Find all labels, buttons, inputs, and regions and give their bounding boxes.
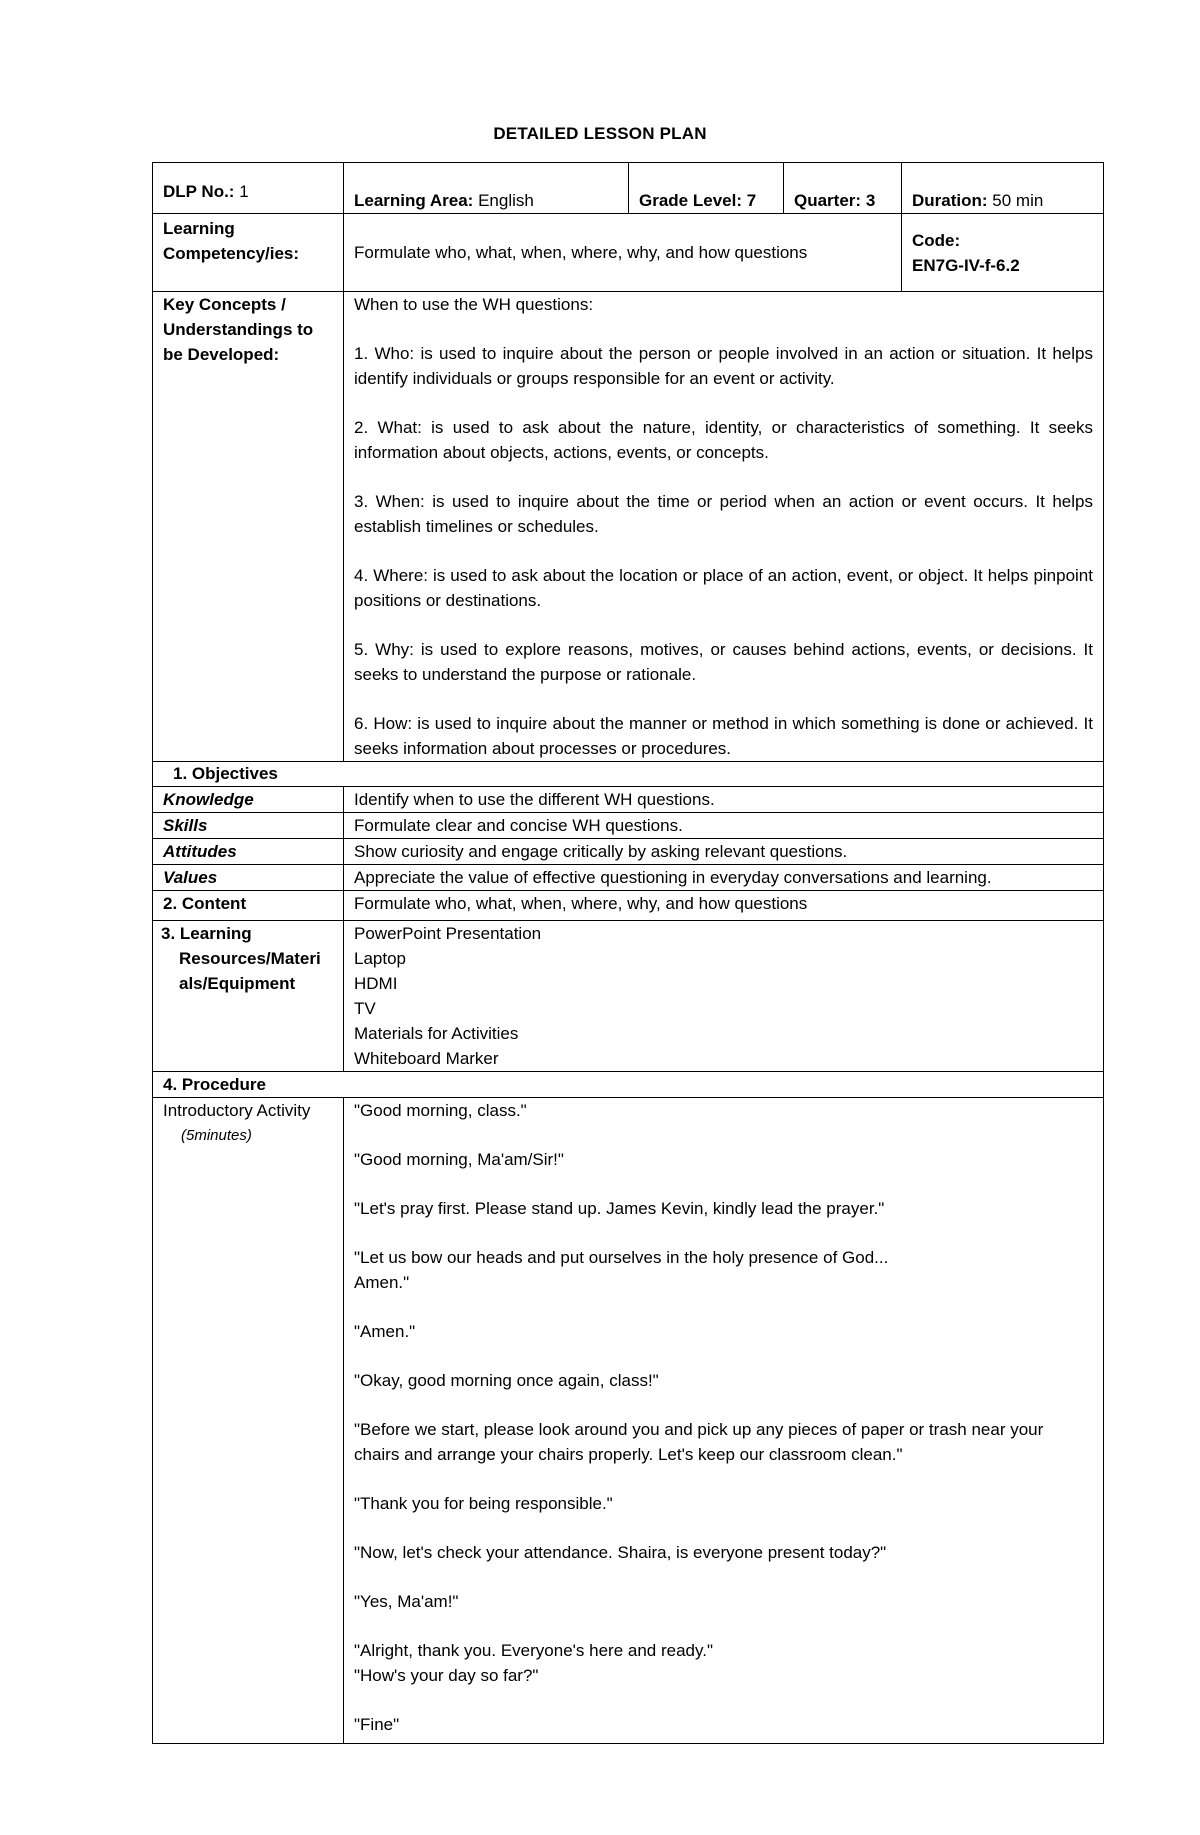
dlp-value: 1 — [239, 181, 249, 201]
competency-label-cell — [153, 214, 344, 292]
dialogue-line: "How's your day so far?" — [354, 1666, 539, 1685]
content-text: Formulate who, what, when, where, why, and how questions — [344, 891, 1104, 921]
dialogue-line: "Let's pray first. Please stand up. James Kevin, kindly lead the prayer." — [354, 1199, 885, 1218]
key-concepts-label-3: be Developed: — [163, 345, 280, 364]
quarter-value: 3 — [865, 191, 876, 210]
resource-item: HDMI — [354, 974, 398, 993]
key-concepts-intro: When to use the WH questions: — [354, 295, 594, 314]
dialogue-line: "Fine" — [354, 1715, 400, 1734]
key-concepts-label-cell — [153, 292, 344, 762]
attitudes-text: Show curiosity and engage critically by asking relevant questions. — [344, 839, 1104, 865]
resource-item: TV — [354, 999, 376, 1018]
dialogue-line: "Yes, Ma'am!" — [354, 1592, 459, 1611]
introductory-activity-row — [153, 1098, 1104, 1744]
content-label: 2. Content — [153, 891, 344, 921]
values-row — [153, 865, 1104, 891]
knowledge-label: Knowledge — [153, 787, 344, 813]
key-concepts-content — [344, 292, 1104, 762]
code-label: Code: — [912, 230, 961, 250]
competency-label-2: Competency/ies: — [163, 244, 300, 263]
values-text: Appreciate the value of effective questioning in everyday conversations and learning. — [344, 865, 1104, 891]
key-concepts-row — [153, 292, 1104, 762]
wh-item-how: 6. How: is used to inquire about the manner or method in which something is done or achieved. It seeks information about processes or procedures. — [354, 714, 1093, 758]
competency-text: Formulate who, what, when, where, why, and how questions — [354, 243, 808, 262]
duration-cell — [902, 163, 1104, 214]
skills-text: Formulate clear and concise WH questions. — [344, 813, 1104, 839]
attitudes-row — [153, 839, 1104, 865]
duration-label: Duration: — [912, 191, 988, 210]
activity-time: (5minutes) — [181, 1127, 252, 1144]
dlp-cell — [153, 163, 344, 214]
wh-item-when: 3. When: is used to inquire about the time or period when an action or event occurs. It helps establish timelines or schedules. — [354, 492, 1093, 536]
knowledge-row — [153, 787, 1104, 813]
resource-item: PowerPoint Presentation — [354, 924, 542, 943]
resources-label-3: als/Equipment — [179, 974, 296, 993]
dialogue-line: "Amen." — [354, 1322, 416, 1341]
dialogue-line: "Good morning, class." — [354, 1101, 527, 1120]
code-value: EN7G-IV-f-6.2 — [912, 255, 1020, 275]
competency-row — [153, 214, 1104, 292]
values-label: Values — [153, 865, 344, 891]
resource-item: Whiteboard Marker — [354, 1049, 499, 1068]
grade-level-label: Grade Level: — [639, 191, 742, 210]
content-row — [153, 891, 1104, 921]
activity-label-cell — [153, 1098, 344, 1744]
wh-item-what: 2. What: is used to ask about the nature, identity, or characteristics of something. It seeks information about objects, actions, events, or concepts. — [354, 418, 1093, 462]
learning-area-cell — [344, 163, 629, 214]
competency-label-1: Learning — [163, 219, 235, 238]
wh-item-where: 4. Where: is used to ask about the location or place of an action, event, or object. It helps pinpoint positions or destinations. — [354, 566, 1093, 610]
resources-list — [344, 921, 1104, 1072]
quarter-cell — [784, 163, 902, 214]
procedure-heading: 4. Procedure — [153, 1072, 1104, 1098]
resource-item: Materials for Activities — [354, 1024, 519, 1043]
grade-level-value: 7 — [746, 191, 757, 210]
dialogue-line: "Alright, thank you. Everyone's here and ready." — [354, 1641, 713, 1660]
code-cell — [902, 214, 1104, 292]
resources-row — [153, 921, 1104, 1072]
dialogue-cell — [344, 1098, 1104, 1744]
lesson-plan-table — [152, 162, 1104, 1744]
activity-label: Introductory Activity — [163, 1101, 311, 1120]
competency-text-cell — [344, 214, 902, 292]
dialogue-line: "Thank you for being responsible." — [354, 1494, 613, 1513]
grade-level-cell — [629, 163, 784, 214]
duration-value: 50 min — [992, 191, 1044, 210]
quarter-label: Quarter: — [794, 191, 862, 210]
dialogue-line: "Before we start, please look around you and pick up any pieces of paper or trash near your chairs and arrange your chairs properly. Let's keep our classroom clean." — [354, 1420, 1044, 1464]
wh-item-who: 1. Who: is used to inquire about the person or people involved in an action or situation. It helps identify individuals or groups responsible for an event or activity. — [354, 344, 1093, 388]
key-concepts-label-2: Understandings to — [163, 320, 314, 339]
skills-label: Skills — [153, 813, 344, 839]
wh-item-why: 5. Why: is used to explore reasons, motives, or causes behind actions, events, or decisions. It seeks to understand the purpose or rationale. — [354, 640, 1093, 684]
learning-area-label: Learning Area: — [354, 191, 474, 210]
dialogue-line: "Now, let's check your attendance. Shaira, is everyone present today?" — [354, 1543, 887, 1562]
dialogue-line: "Let us bow our heads and put ourselves in the holy presence of God... Amen." — [354, 1248, 889, 1292]
key-concepts-label-1: Key Concepts / — [163, 295, 286, 314]
dialogue-line: "Good morning, Ma'am/Sir!" — [354, 1150, 564, 1169]
resources-label-cell — [153, 921, 344, 1072]
knowledge-text: Identify when to use the different WH questions. — [344, 787, 1104, 813]
dialogue-line: "Okay, good morning once again, class!" — [354, 1371, 659, 1390]
learning-area-value: English — [478, 191, 534, 210]
header-row — [153, 163, 1104, 214]
procedure-heading-row — [153, 1072, 1104, 1098]
skills-row — [153, 813, 1104, 839]
objectives-heading-row — [153, 762, 1104, 787]
attitudes-label: Attitudes — [153, 839, 344, 865]
document-title: DETAILED LESSON PLAN — [493, 124, 707, 143]
objectives-heading: 1. Objectives — [153, 762, 1104, 787]
resources-label-1: 3. Learning — [161, 924, 252, 943]
resource-item: Laptop — [354, 949, 406, 968]
resources-label-2: Resources/Materi — [179, 949, 321, 968]
dlp-label: DLP No.: — [163, 181, 235, 201]
